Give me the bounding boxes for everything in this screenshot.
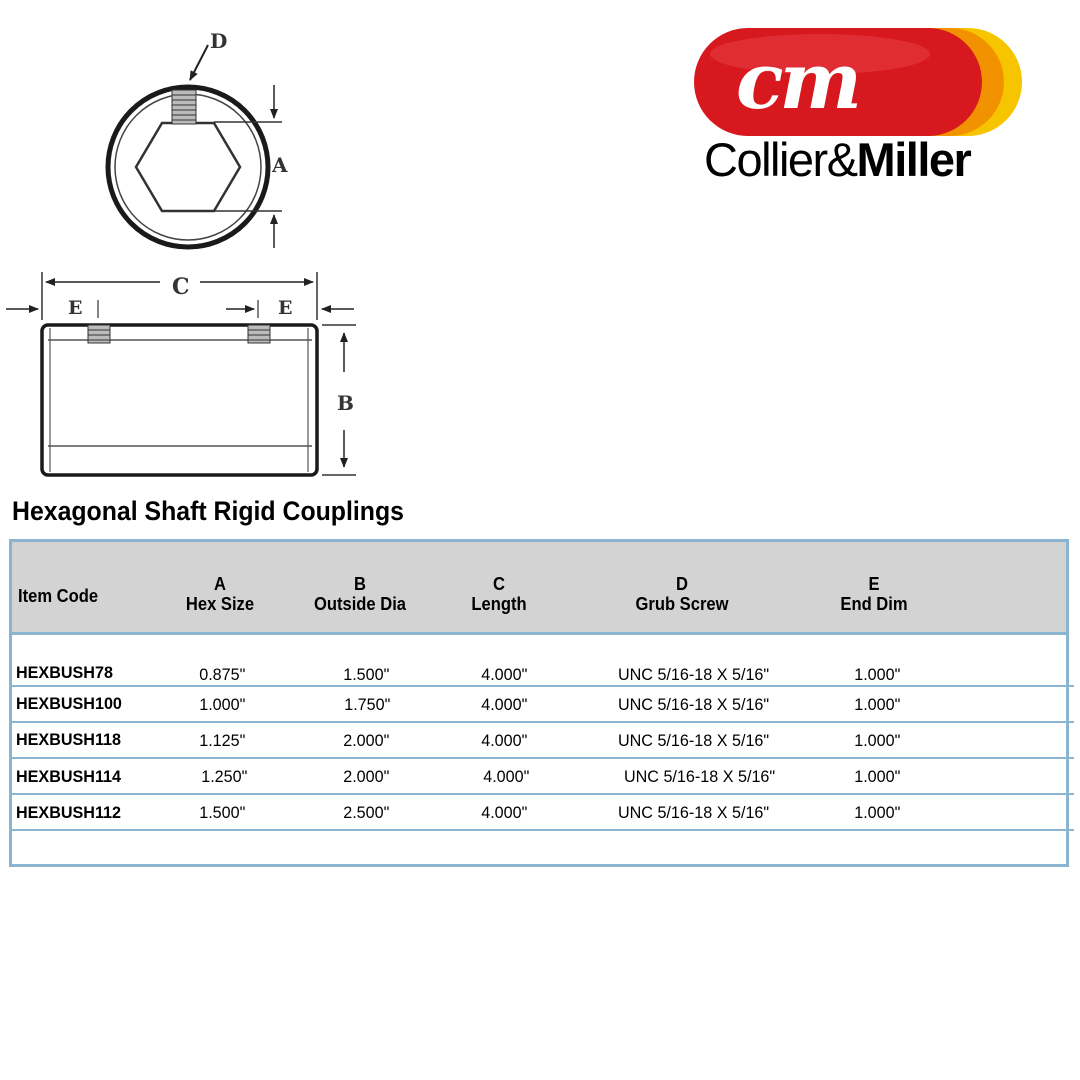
table-row	[12, 723, 1074, 759]
end-dim: 1.000"	[854, 803, 901, 822]
length: 4.000"	[481, 803, 528, 822]
length: 4.000"	[481, 695, 528, 714]
grub-screw: UNC 5/16-18 X 5/16"	[617, 665, 770, 684]
header-e: E End Dim	[840, 574, 908, 614]
hex-size: 0.875"	[199, 665, 246, 684]
header-a: A Hex Size	[185, 574, 255, 614]
header-b: B Outside Dia	[313, 574, 407, 614]
end-view	[108, 29, 288, 248]
length: 4.000"	[481, 665, 528, 684]
hex-size: 1.250"	[201, 767, 248, 786]
item-code: HEXBUSH100	[16, 694, 122, 713]
outside-dia: 2.000"	[343, 731, 390, 750]
hex-size: 1.500"	[199, 803, 246, 822]
label-c: C	[172, 274, 190, 300]
table-row	[12, 651, 1074, 687]
header-item-code: Item Code	[18, 586, 99, 606]
coupling-diagram	[0, 0, 420, 490]
item-code: HEXBUSH112	[16, 803, 122, 822]
logo-mark: cm	[736, 36, 859, 127]
brand-name	[704, 133, 971, 186]
outside-dia: 1.750"	[344, 695, 391, 714]
end-dim: 1.000"	[854, 731, 901, 750]
header-d: D Grub Screw	[635, 574, 729, 614]
grub-screw: UNC 5/16-18 X 5/16"	[623, 767, 776, 786]
grub-screw: UNC 5/16-18 X 5/16"	[617, 695, 770, 714]
item-code: HEXBUSH78	[16, 663, 113, 682]
header-c: C Length	[471, 574, 527, 614]
brand-name-part1: Collier&	[704, 133, 857, 186]
item-code: HEXBUSH114	[16, 767, 122, 786]
grub-screw: UNC 5/16-18 X 5/16"	[617, 731, 770, 750]
page-title: Hexagonal Shaft Rigid Couplings	[12, 496, 404, 526]
hex-size: 1.000"	[199, 695, 246, 714]
label-e-left: E	[68, 297, 83, 319]
grub-screw: UNC 5/16-18 X 5/16"	[617, 803, 770, 822]
length: 4.000"	[483, 767, 530, 786]
outside-dia: 1.500"	[343, 665, 390, 684]
label-b: B	[337, 391, 354, 415]
row-separator	[12, 829, 1074, 831]
label-d: D	[210, 29, 228, 53]
end-dim: 1.000"	[854, 767, 901, 786]
side-view	[6, 272, 356, 475]
table-row	[12, 687, 1074, 723]
item-code: HEXBUSH118	[16, 730, 122, 749]
table-row	[12, 795, 1074, 831]
table-row	[12, 759, 1074, 795]
outside-dia: 2.500"	[343, 803, 390, 822]
outside-dia: 2.000"	[343, 767, 390, 786]
table-header	[12, 542, 1066, 635]
length: 4.000"	[481, 731, 528, 750]
label-a: A	[272, 153, 288, 177]
end-dim: 1.000"	[854, 695, 901, 714]
end-dim: 1.000"	[854, 665, 901, 684]
hex-size: 1.125"	[199, 731, 246, 750]
brand-name-part2: Miller	[856, 133, 971, 186]
spec-table	[9, 539, 1069, 867]
label-e-right: E	[278, 297, 293, 319]
